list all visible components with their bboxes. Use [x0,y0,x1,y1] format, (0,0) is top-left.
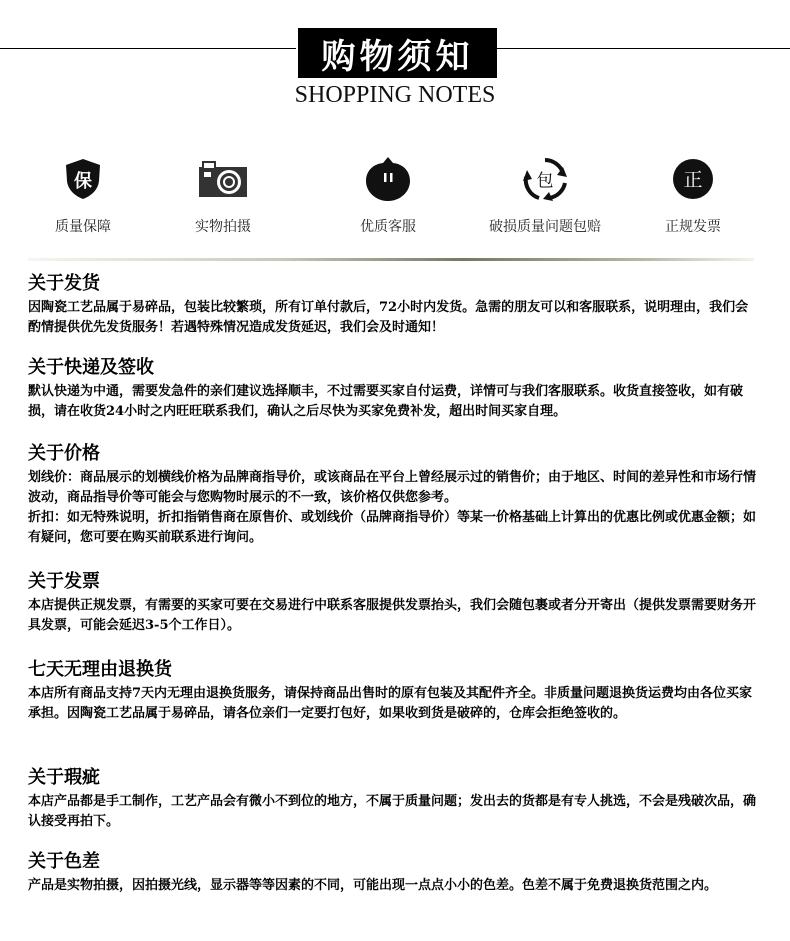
feature-label: 实物拍摄 [195,219,251,235]
section-color-difference [28,850,758,896]
section-returns [28,658,758,724]
section-shipping [28,272,758,338]
section-paragraph: 本店提供正规发票，有需要的买家可要在交易进行中联系客服提供发票抬头，我们会随包裹或者分开寄出（提供发票需要财务开具发票，可能会延迟3-5个工作日）。 [28,598,757,633]
section-title: 关于色差 [28,851,100,872]
shield-bao-icon [63,157,103,201]
feature-label: 正规发票 [665,219,721,235]
feature-photo [148,150,298,236]
section-flaws [28,766,758,832]
page-header [0,0,790,120]
section-paragraph: 折扣：如无特殊说明，折扣指销售商在原售价、或划线价（品牌商指导价）等某一价格基础上计算出的优惠比例或优惠金额；如有疑问，您可要在购买前联系进行询问。 [28,510,757,545]
section-body [28,792,758,832]
chat-bubble-icon [363,154,413,204]
section-paragraph: 本店所有商品支持7天内无理由退换货服务，请保持商品出售时的原有包装及其配件齐全。非质量问题退换货运费均由各位买家承担。因陶瓷工艺品属于易碎品，请各位亲们一定要打包好，如果收到货是破碎的，仓库会拒绝签收的。 [28,686,753,721]
section-body [28,876,758,896]
section-paragraph: 本店产品都是手工制作，工艺产品会有微小不到位的地方，不属于质量问题；发出去的货都是有专人挑选，不会是残破次品，确认接受再拍下。 [28,794,757,829]
section-title: 关于瑕疵 [28,767,100,788]
section-title: 关于发货 [28,273,100,294]
shield-glyph: 保 [74,171,92,192]
section-body [28,382,758,422]
invoice-zheng-icon [671,157,715,201]
section-paragraph: 因陶瓷工艺品属于易碎品，包装比较繁琐，所有订单付款后，72小时内发货。急需的朋友可以和客服联系，说明理由，我们会酌情提供优先发货服务！若遇特殊情况造成发货延迟，我们会及时通知！ [28,300,749,335]
header-rule-left [0,48,296,49]
section-invoice [28,570,758,636]
feature-label: 优质客服 [360,219,416,235]
page-title: 购物须知 [298,28,497,78]
package-recycle-icon [521,155,569,203]
section-title: 七天无理由退换货 [28,659,172,680]
section-price [28,442,758,548]
section-paragraph: 默认快递为中通，需要发急件的亲们建议选择顺丰，不过需要买家自付运费，详情可与我们客服联系。收货直接签收，如有破损，请在收货24小时之内旺旺联系我们，确认之后尽快为买家免费补发，超出时间买家自理。 [28,384,744,419]
invoice-glyph: 正 [683,169,703,191]
section-body [28,684,758,724]
camera-icon [197,159,249,199]
section-body [28,596,758,636]
page-subtitle: SHOPPING NOTES [294,82,496,108]
section-delivery [28,356,758,422]
feature-quality [8,150,158,236]
feature-damage-guarantee [470,150,620,236]
section-title: 关于发票 [28,571,100,592]
package-glyph: 包 [536,171,554,191]
feature-label: 质量保障 [55,219,111,235]
header-rule-right [497,48,790,49]
section-paragraph: 产品是实物拍摄，因拍摄光线，显示器等等因素的不同，可能出现一点点小小的色差。色差不属于免费退换货范围之内。 [28,878,718,893]
section-title: 关于快递及签收 [28,357,154,378]
section-paragraph: 划线价：商品展示的划横线价格为品牌商指导价，或该商品在平台上曾经展示过的销售价；由于地区、时间的差异性和市场行情波动，商品指导价等可能会与您购物时展示的不一致，该价格仅供您参考。 [28,470,757,505]
feature-label: 破损质量问题包赔 [489,219,601,235]
section-body [28,298,758,338]
feature-invoice [618,150,768,236]
divider [28,258,754,261]
feature-icons-row [0,150,790,250]
feature-service [313,150,463,236]
section-body [28,468,758,548]
section-title: 关于价格 [28,443,100,464]
